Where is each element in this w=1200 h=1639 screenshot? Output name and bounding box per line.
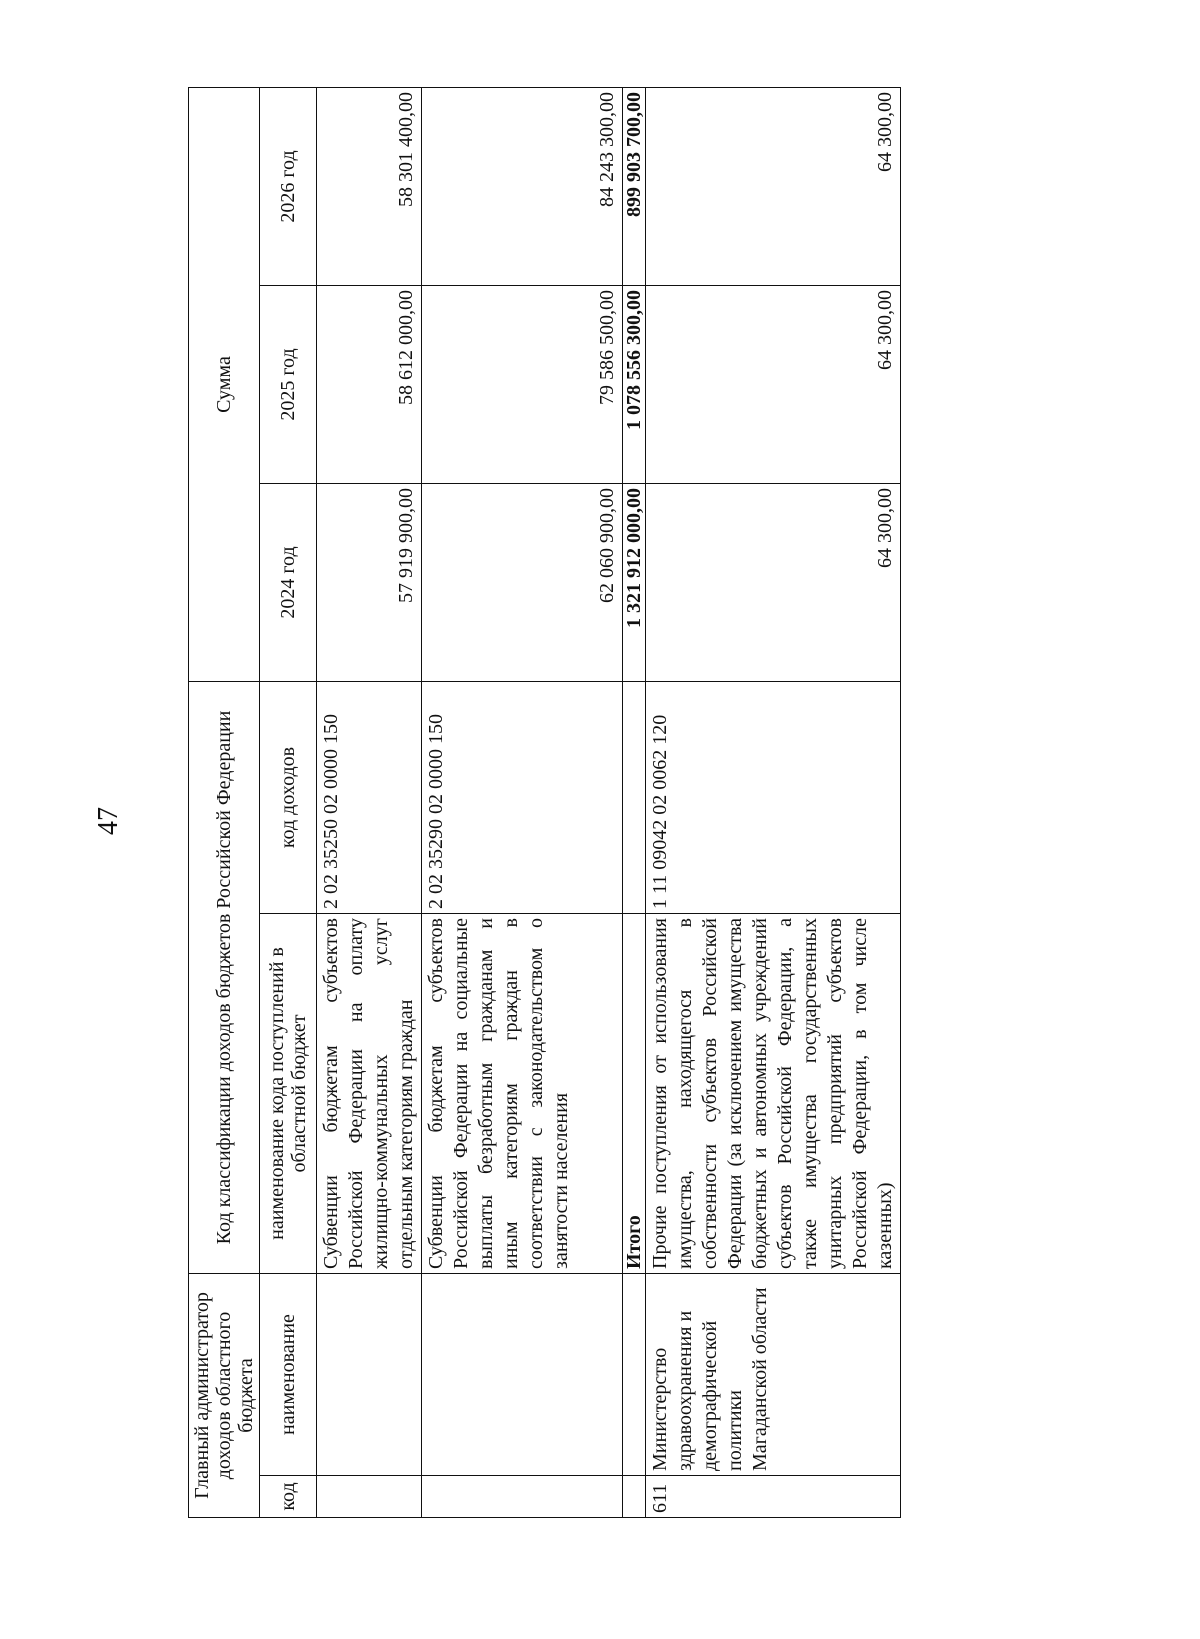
rotated-table-container	[188, 88, 928, 1518]
total-row	[623, 87, 646, 1517]
header-row-1	[189, 87, 260, 1517]
income-name-cell: Прочие поступления от использования имущества, находящегося в собственности субъектов Российской Федерации (за исключением имущества бюджетных и автономных учреждений субъектов Российской Федерации, а также имущества государственных унитарных предприятий субъектов Российской Федерации, в том числе казенных)	[646, 914, 901, 1274]
table-row	[317, 87, 422, 1517]
header-row-2	[260, 87, 317, 1517]
amount-2025-cell: 79 586 500,00	[422, 286, 623, 484]
income-code-cell: 2 02 35290 02 0000 150	[422, 682, 623, 914]
income-name-cell: Субвенции бюджетам субъектов Российской Федерации на социальные выплаты безработным гражданам и иным категориям граждан в соответствии с законодательством о занятости населения	[422, 914, 623, 1274]
header-sum-group: Сумма	[189, 87, 260, 681]
admin-name-cell	[623, 1274, 646, 1476]
header-admin-group: Главный администратор доходов областного бюджета	[189, 1274, 260, 1518]
admin-code-cell	[317, 1476, 422, 1518]
table-row	[646, 87, 901, 1517]
header-classification-group: Код классификации доходов бюджетов Российской Федерации	[189, 682, 260, 1274]
amount-2024-cell: 64 300,00	[646, 484, 901, 682]
admin-name-cell	[317, 1274, 422, 1476]
income-code-cell: 1 11 09042 02 0062 120	[646, 682, 901, 914]
header-name: наименование	[260, 1274, 317, 1476]
rotated-table	[188, 88, 928, 1518]
header-2025: 2025 год	[260, 286, 317, 484]
amount-2025-cell: 64 300,00	[646, 286, 901, 484]
income-name-cell: Субвенции бюджетам субъектов Российской Федерации на оплату жилищно-коммунальных услуг отдельным категориям граждан	[317, 914, 422, 1274]
header-income-name: наименование кода поступлений в областной бюджет	[260, 914, 317, 1274]
total-2024: 1 321 912 000,00	[623, 484, 646, 682]
admin-name-cell: Министерство здравоохранения и демографической политики Магаданской области	[646, 1274, 901, 1476]
amount-2025-cell: 58 612 000,00	[317, 286, 422, 484]
table-row	[422, 87, 623, 1517]
header-income-code: код доходов	[260, 682, 317, 914]
admin-code-cell: 611	[646, 1476, 901, 1518]
income-code-cell	[623, 682, 646, 914]
amount-2026-cell: 84 243 300,00	[422, 87, 623, 285]
income-code-cell: 2 02 35250 02 0000 150	[317, 682, 422, 914]
amount-2024-cell: 57 919 900,00	[317, 484, 422, 682]
header-2026: 2026 год	[260, 87, 317, 285]
page-number: 47	[93, 807, 124, 835]
total-2025: 1 078 556 300,00	[623, 286, 646, 484]
admin-name-cell	[422, 1274, 623, 1476]
amount-2024-cell: 62 060 900,00	[422, 484, 623, 682]
admin-code-cell	[623, 1476, 646, 1518]
total-2026: 899 903 700,00	[623, 87, 646, 285]
admin-code-cell	[422, 1476, 623, 1518]
revenue-table	[188, 87, 901, 1518]
amount-2026-cell: 64 300,00	[646, 87, 901, 285]
header-2024: 2024 год	[260, 484, 317, 682]
header-code: код	[260, 1476, 317, 1518]
total-label: Итого	[623, 914, 646, 1274]
amount-2026-cell: 58 301 400,00	[317, 87, 422, 285]
